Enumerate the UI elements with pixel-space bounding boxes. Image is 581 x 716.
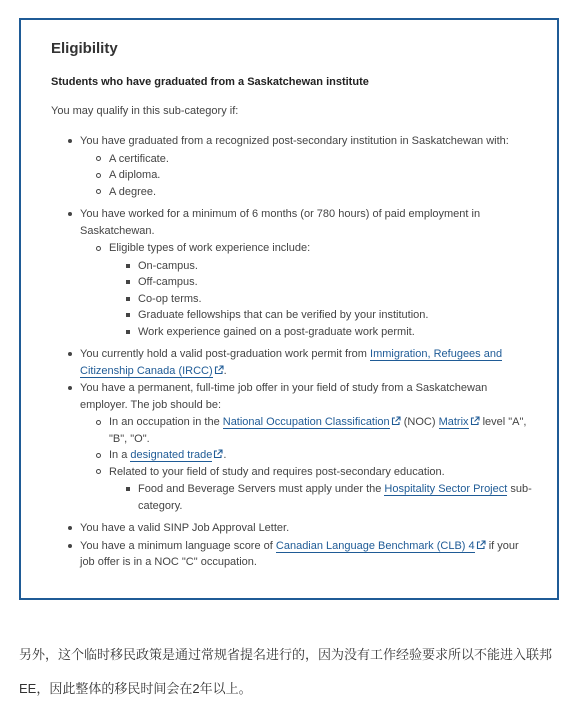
list-item: Work experience gained on a post-graduate work permit. — [109, 324, 533, 341]
list-item: Co-op terms. — [109, 291, 533, 308]
external-link-icon[interactable] — [391, 416, 401, 426]
list-item-text: . — [223, 364, 227, 377]
list-item: A diploma. — [80, 167, 533, 184]
external-link-icon[interactable] — [213, 449, 223, 459]
list-item — [109, 481, 533, 514]
list-item — [51, 133, 533, 200]
list-item-text: In an occupation in the — [109, 416, 223, 428]
work-types-list — [109, 258, 533, 341]
list-item: Off-campus. — [109, 274, 533, 291]
footer-paragraph: 另外，这个临时移民政策是通过常规省提名进行的，因为没有工作经验要求所以不能进入联邦EE，因此整体的移民时间会在2年以上。 — [19, 647, 553, 696]
list-item-text: level "A", "B", "O". — [109, 416, 527, 445]
list-item — [80, 464, 533, 515]
list-item-text: In a — [109, 449, 131, 461]
list-item: On-campus. — [109, 258, 533, 275]
list-item — [51, 538, 533, 571]
noc-link[interactable]: National Occupation Classification — [222, 416, 390, 428]
external-link-icon[interactable] — [476, 540, 486, 550]
list-item — [80, 414, 533, 447]
list-item — [80, 240, 533, 340]
list-item — [80, 447, 533, 464]
list-item: A degree. — [80, 184, 533, 201]
clb-link[interactable]: Canadian Language Benchmark (CLB) 4 — [275, 539, 475, 552]
matrix-link[interactable]: Matrix — [438, 416, 469, 428]
panel-title: Eligibility — [51, 40, 118, 57]
hospitality-sector-link[interactable]: Hospitality Sector Project — [384, 483, 508, 495]
hospitality-list — [109, 481, 533, 514]
list-item — [51, 380, 533, 514]
list-item-text: . — [223, 449, 227, 461]
list-item-text: You have a minimum language score of — [80, 539, 276, 552]
list-item-text: if your job offer is in a NOC "C" occupation. — [80, 539, 519, 568]
list-item: You have a valid SINP Job Approval Letter. — [51, 520, 533, 537]
ircc-link[interactable]: Immigration, Refugees and Citizenship Canada (IRCC) — [80, 348, 503, 377]
list-item — [51, 346, 533, 379]
list-item-text: (NOC) — [400, 416, 439, 428]
credential-list — [80, 151, 533, 201]
work-experience-list — [80, 240, 533, 340]
list-item-text: You have a permanent, full-time job offer in your field of study from a Saskatchewan employer. The job should be: — [80, 382, 488, 411]
list-item: Graduate fellowships that can be verified by your institution. — [109, 307, 533, 324]
list-item-text: Related to your field of study and requires post-secondary education. — [109, 465, 445, 478]
eligibility-list — [51, 133, 533, 571]
list-item — [51, 206, 533, 340]
designated-trade-link[interactable]: designated trade — [130, 449, 213, 461]
list-item-text: You have worked for a minimum of 6 months (or 780 hours) of paid employment in Saskatchewan. — [80, 208, 481, 237]
subcategory-heading: Students who have graduated from a Saskatchewan institute — [51, 76, 369, 88]
list-item-text: Eligible types of work experience include: — [109, 242, 311, 254]
list-item-text: sub-category. — [138, 483, 532, 512]
list-item: A certificate. — [80, 151, 533, 168]
job-requirements-list — [80, 414, 533, 514]
panel-content — [51, 38, 533, 572]
eligibility-panel — [19, 18, 559, 600]
list-item-text: You have graduated from a recognized post-secondary institution in Saskatchewan with: — [80, 135, 509, 147]
external-link-icon[interactable] — [470, 416, 480, 426]
list-item-text: Food and Beverage Servers must apply under the — [138, 483, 385, 495]
list-item-text: You currently hold a valid post-graduation work permit from — [80, 348, 371, 360]
intro-text: You may qualify in this sub-category if: — [51, 105, 239, 117]
external-link-icon[interactable] — [214, 365, 224, 375]
